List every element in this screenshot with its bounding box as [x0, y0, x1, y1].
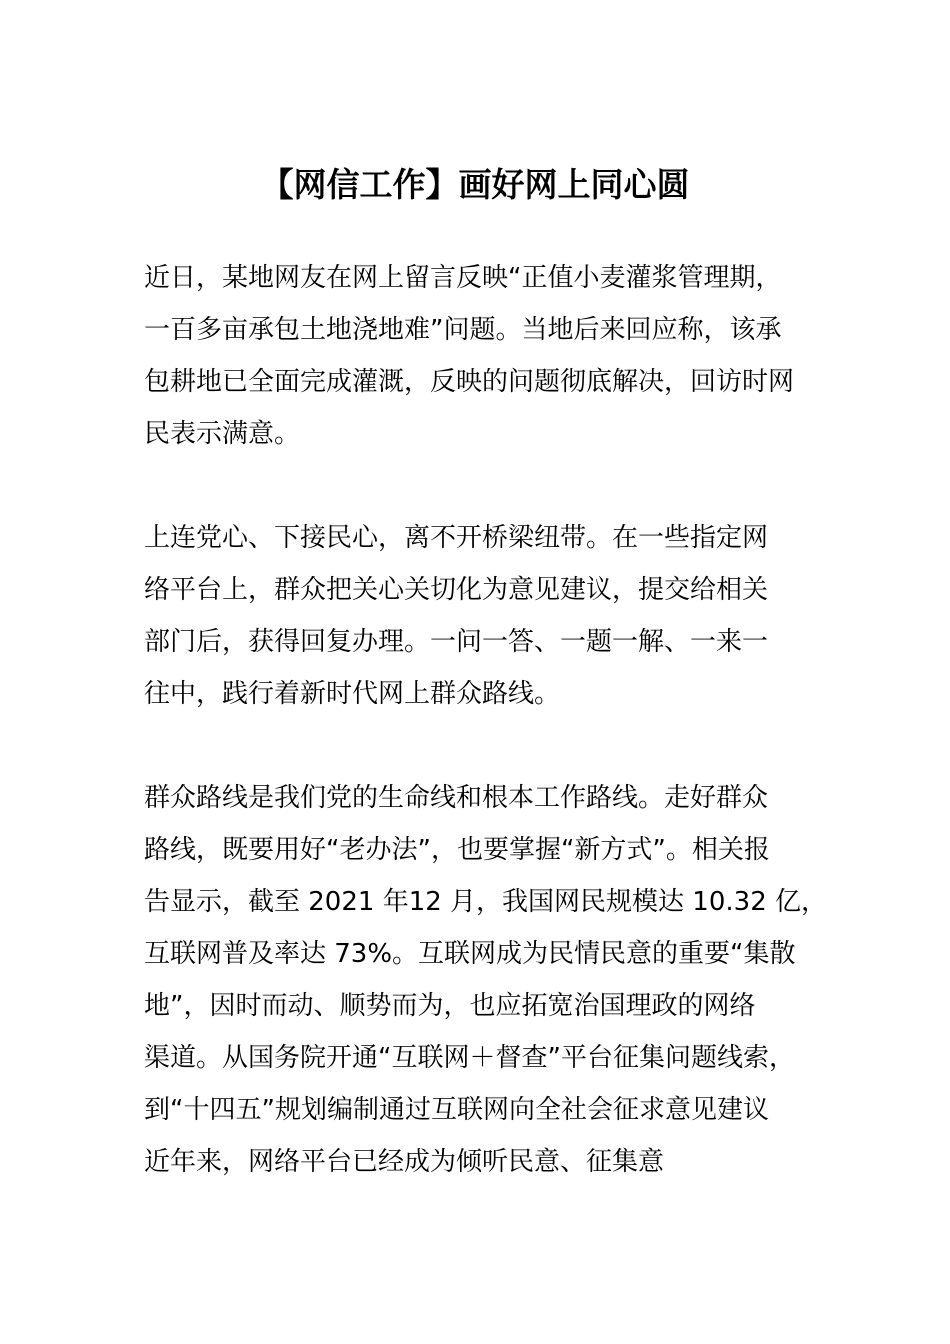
paragraph-line: 互联网普及率达 73%。互联网成为民情民意的重要“集散 — [144, 939, 796, 969]
paragraph-line: 渠道。从国务院开通“互联网＋督查”平台征集问题线索， — [144, 1043, 795, 1073]
paragraph-line: 部门后，获得回复办理。一问一答、一题一解、一来一 — [144, 627, 769, 657]
paragraph-line: 近年来，网络平台已经成为倾听民意、征集意 — [144, 1147, 665, 1177]
paragraph-line: 上连党心、下接民心，离不开桥梁纽带。在一些指定网 — [144, 523, 769, 553]
paragraph-line: 一百多亩承包土地浇地难”问题。当地后来回应称，该承 — [144, 315, 782, 345]
paragraph-3 — [144, 772, 834, 1188]
document-title: 【网信工作】画好网上同心圆 — [260, 165, 690, 204]
paragraph-line: 往中，践行着新时代网上群众路线。 — [144, 679, 561, 709]
paragraph-line: 到“十四五”规划编制通过互联网向全社会征求意见建议 — [144, 1095, 769, 1125]
paragraph-line: 告显示，截至 2021 年12 月，我国网民规模达 10.32 亿， — [144, 887, 828, 917]
paragraph-line: 群众路线是我们党的生命线和根本工作路线。走好群众 — [144, 783, 769, 813]
paragraph-line: 络平台上，群众把关心关切化为意见建议，提交给相关 — [144, 575, 769, 605]
paragraph-line: 民表示满意。 — [144, 419, 301, 449]
paragraph-1 — [144, 252, 834, 460]
paragraph-line: 地”，因时而动、顺势而为，也应拓宽治国理政的网络 — [144, 991, 756, 1021]
paragraph-2 — [144, 512, 834, 720]
document-body — [144, 252, 834, 1240]
paragraph-line: 近日，某地网友在网上留言反映“正值小麦灌浆管理期， — [144, 263, 782, 293]
paragraph-line: 路线，既要用好“老办法”，也要掌握“新方式”。相关报 — [144, 835, 770, 865]
paragraph-line: 包耕地已全面完成灌溉，反映的问题彻底解决，回访时网 — [144, 367, 795, 397]
